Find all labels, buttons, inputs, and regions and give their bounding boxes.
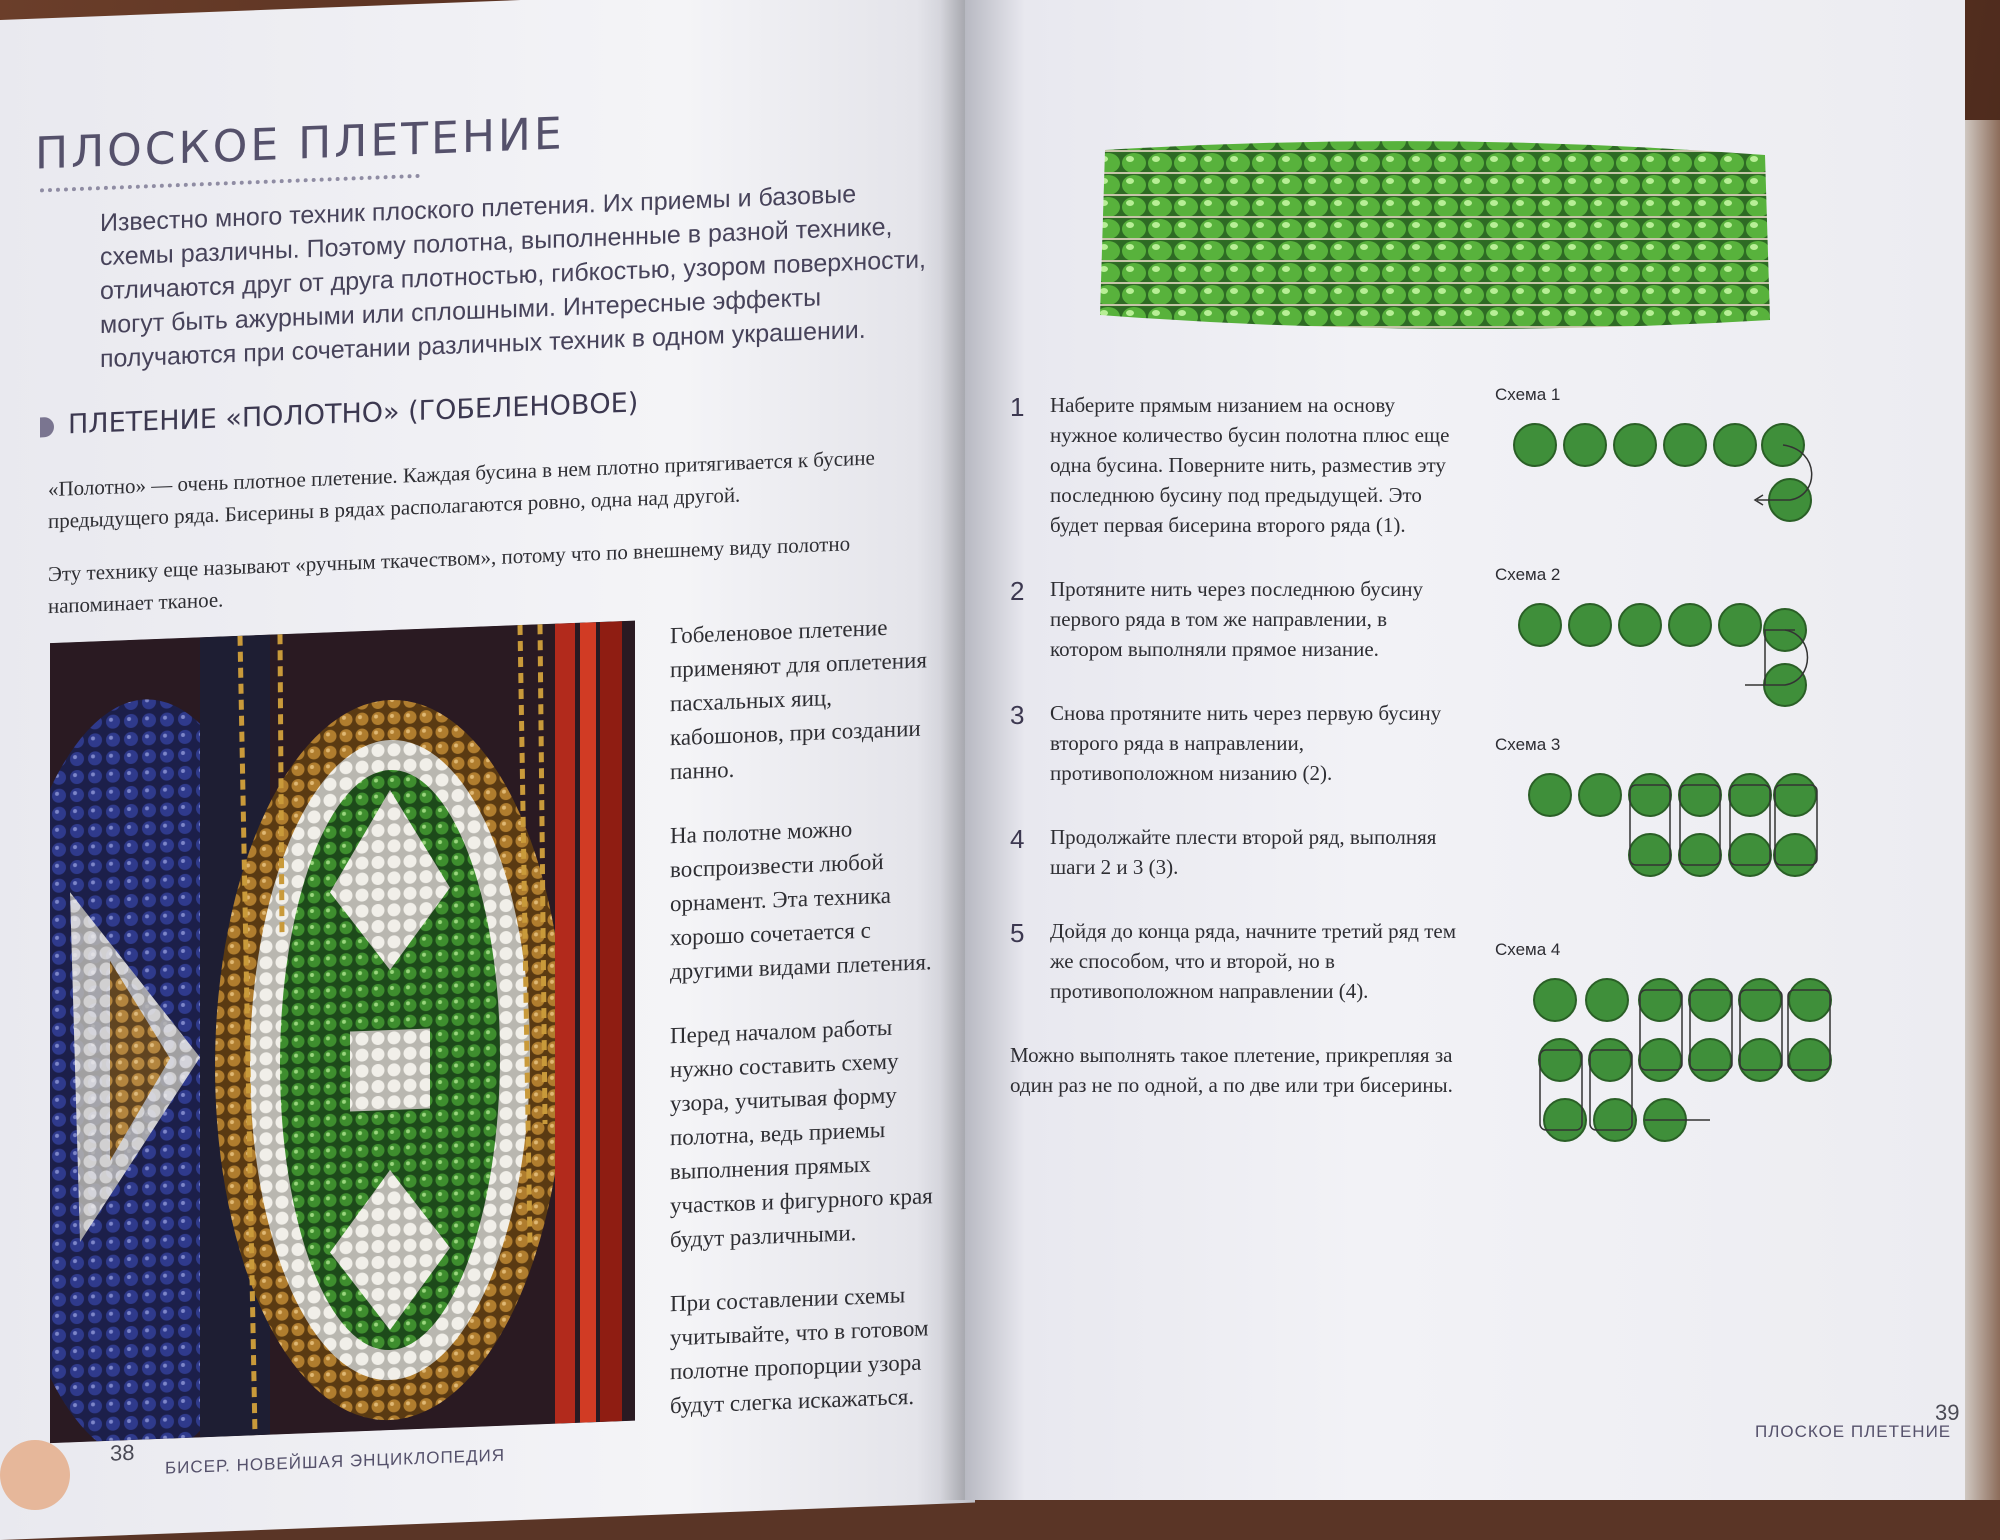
step-2: [1010, 574, 1460, 664]
side-paragraph-3: Перед началом работы нужно составить схему узора, учитывая форму полотна, ведь приемы выполнения прямых участков и фигурного края будут различными.: [670, 1014, 933, 1253]
scheme-label: Схема 3: [1495, 735, 1561, 754]
section-bullet-icon: [40, 416, 54, 437]
beadwork-photo-art: [50, 621, 635, 1443]
green-beadwork-photo: [1095, 130, 1775, 335]
step-number: 2: [1010, 576, 1025, 606]
beadwork-photo: [50, 621, 635, 1443]
steps-list: [1010, 390, 1460, 1100]
scheme-label: Схема 1: [1495, 385, 1561, 404]
step-text: Продолжайте плести второй ряд, выполняя шаги 2 и 3 (3).: [1050, 825, 1437, 879]
step-text: Дойдя до конца ряда, начните третий ряд тем же способом, что и второй, но в противоположном направлении (4).: [1050, 919, 1456, 1003]
step-number: 5: [1010, 918, 1025, 948]
step-number: 1: [1010, 392, 1025, 422]
running-footer-left: БИСЕР. НОВЕЙШАЯ ЭНЦИКЛОПЕДИЯ: [165, 1445, 506, 1478]
left-page: [0, 0, 975, 1540]
step-number: 3: [1010, 700, 1025, 730]
side-column: [670, 609, 950, 1454]
scheme-2-diagram: [1495, 595, 1895, 710]
scheme-1: [1495, 385, 1895, 530]
paragraph-2: Эту технику еще называют «ручным ткачеством», потому что по внешнему виду полотно напоминает тканое.: [48, 531, 851, 619]
step-note: Можно выполнять такое плетение, прикрепляя за один раз не по одной, а по две или три бисерины.: [1010, 1043, 1453, 1097]
side-paragraph-4: При составлении схемы учитывайте, что в готовом полотне пропорции узора будут слегка искажаться.: [670, 1282, 929, 1419]
scheme-4: [1495, 940, 1895, 1160]
scheme-3-diagram: [1495, 765, 1895, 890]
step-4: [1010, 822, 1460, 882]
step-5: [1010, 916, 1460, 1006]
running-footer-right: ПЛОСКОЕ ПЛЕТЕНИЕ: [1755, 1422, 1952, 1441]
step-text: Протяните нить через последнюю бусину первого ряда в том же направлении, в котором выполняли прямое низание.: [1050, 577, 1423, 661]
step-text: Снова протяните нить через первую бусину второго ряда в направлении, противоположном низанию (2).: [1050, 701, 1442, 785]
scheme-4-diagram: [1495, 970, 1895, 1155]
section-heading: [40, 387, 638, 441]
section-heading-text: ПЛЕТЕНИЕ «ПОЛОТНО» (ГОБЕЛЕНОВОЕ): [68, 387, 639, 441]
scheme-3: [1495, 735, 1895, 895]
side-paragraph-2: На полотне можно воспроизвести любой орнамент. Эта техника хорошо сочетается с другими видами плетения.: [670, 816, 932, 985]
page-number-left: 38: [110, 1439, 135, 1466]
right-page: [965, 0, 1965, 1500]
step-text: Наберите прямым низанием на основу нужное количество бусин полотна плюс еще одна бусина. Поверните нить, разместив эту последнюю бусину под предыдущей. Это будет первая бисерина второго ряда (1).: [1050, 393, 1450, 537]
paragraph-1: «Полотно» — очень плотное плетение. Каждая бусина в нем плотно притягивается к бусине предыдущего ряда. Бисерины в рядах располагаются ровно, одна над другой.: [48, 445, 875, 534]
page-heading: ПЛОСКОЕ ПЛЕТЕНИЕ: [35, 108, 565, 180]
scheme-2: [1495, 565, 1895, 715]
side-paragraph-1: Гобеленовое плетение применяют для оплетения пасхальных яиц, кабошонов, при создании панно.: [670, 614, 927, 785]
scheme-1-diagram: [1495, 415, 1895, 525]
step-1: [1010, 390, 1460, 540]
step-number: 4: [1010, 824, 1025, 854]
page-number-right: 39: [1935, 1400, 1960, 1425]
scheme-label: Схема 4: [1495, 940, 1561, 959]
step-3: [1010, 698, 1460, 788]
intro-paragraph: Известно много техник плоского плетения. Их приемы и базовые схемы различны. Поэтому полотна, выполненные в разной технике, отличаются друг от друга плотностью, гибкостью, узором поверхности, могут быть ажурными или сплошными. Интересные эффекты получаются при сочетании различных техник в одном украшении.: [100, 180, 926, 374]
book-edge: [1960, 120, 2000, 1500]
scheme-label: Схема 2: [1495, 565, 1561, 584]
